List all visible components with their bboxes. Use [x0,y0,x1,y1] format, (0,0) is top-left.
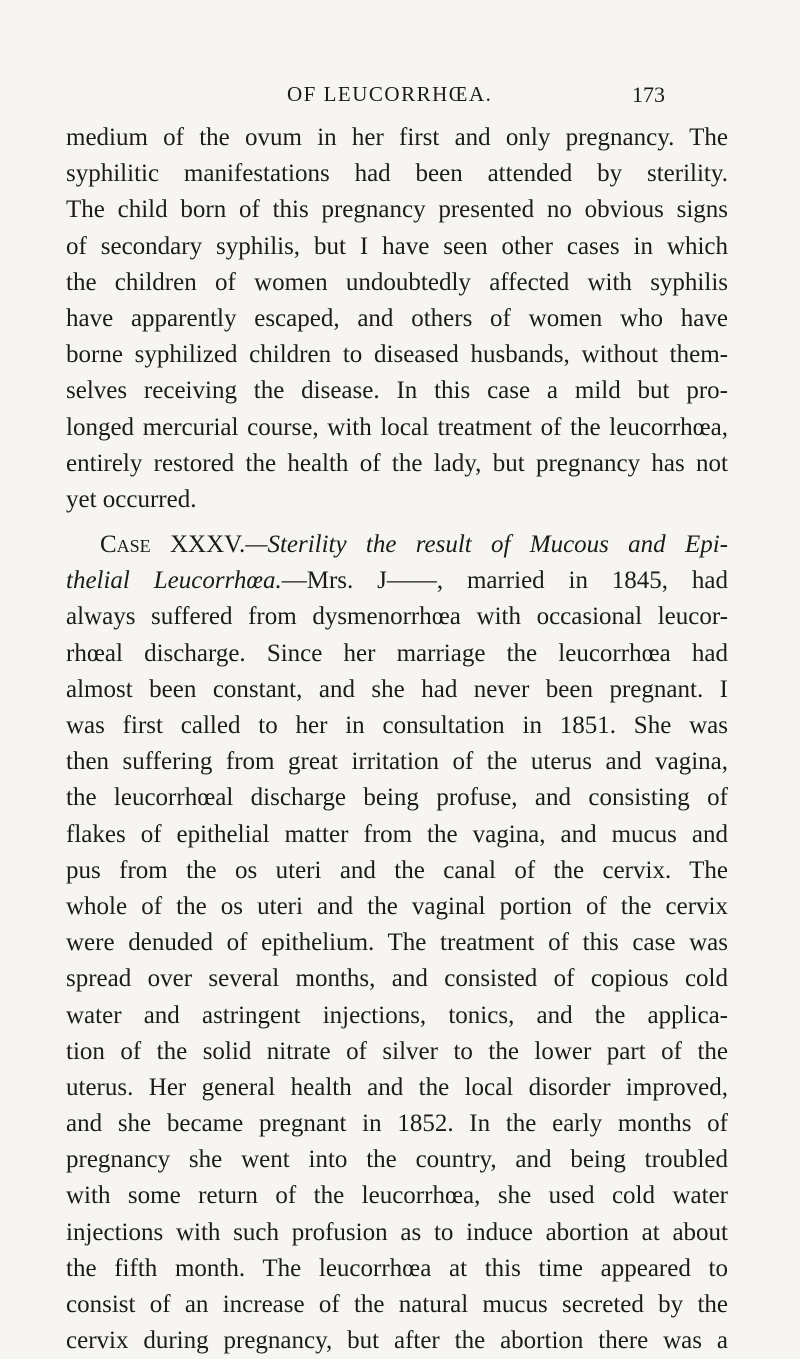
text-line: the children of women undoubtedly affected with syphilis [66,268,728,296]
text-line: yet occurred. [66,485,197,513]
text-line: then suffering from great irritation of the uterus and vagina, [66,748,728,776]
page-number: 173 [632,82,665,107]
case-title-part2: thelial Leucorrhœa. [66,567,282,595]
text-line: cervix during pregnancy, but after the abortion there was a [66,1327,728,1355]
text-line: always suffered from dysmenorrhœa with occasional leucor- [66,603,728,631]
text-line: The child born of this pregnancy presented no obvious signs [66,196,728,224]
case-intro: —Mrs. J——, married in 1845, had [281,567,728,595]
text-line: and she became pregnant in 1852. In the early months of [66,1110,728,1138]
text-line: water and astringent injections, tonics, and the applica- [66,1001,728,1029]
text-line: were denuded of epithelium. The treatment of this case was [66,929,728,957]
text-line: almost been constant, and she had never been pregnant. I [66,675,728,703]
text-line: syphilitic manifestations had been attended by sterility. [66,160,728,188]
text-line: pregnancy she went into the country, and being troubled [66,1146,728,1174]
text-line: injections with such profusion as to induce abortion at about [66,1218,728,1246]
text-line: entirely restored the health of the lady, but pregnancy has not [66,449,728,477]
text-line: have apparently escaped, and others of women who have [66,304,728,332]
text-line: consist of an increase of the natural mucus secreted by the [66,1291,728,1318]
text-line [66,563,728,599]
text-line: the fifth month. The leucorrhœa at this time appeared to [66,1254,728,1282]
text-line: was first called to her in consultation in 1851. She was [66,712,728,739]
text-line: flakes of epithelial matter from the vagina, and mucus and [66,820,728,848]
text-line: medium of the ovum in her first and only pregnancy. The [66,124,728,151]
text-line: with some return of the leucorrhœa, she used cold water [66,1182,728,1210]
case-title-part1: —Sterility the result of Mucous and Epi- [245,531,728,559]
running-title: OF LEUCORRHŒA. [287,82,493,106]
case-heading-line [66,527,728,563]
text-line: of secondary syphilis, but I have seen other cases in which [66,232,728,260]
text-line: whole of the os uteri and the vaginal portion of the cervix [66,892,728,920]
text-line: uterus. Her general health and the local disorder improved, [66,1073,728,1101]
text-line: tion of the solid nitrate of silver to the lower part of the [66,1037,728,1065]
text-line: the leucorrhœal discharge being profuse, and consisting of [66,784,728,812]
paragraph-continuation [66,120,728,518]
body-text [66,120,728,1359]
text-line: selves receiving the disease. In this case a mild but pro- [66,377,728,405]
case-label: Case XXXV. [100,531,246,559]
case-paragraph [66,527,728,1359]
running-head [0,82,800,112]
text-line: pus from the os uteri and the canal of the cervix. The [66,856,728,884]
text-line: spread over several months, and consisted of copious cold [66,965,728,993]
text-line: longed mercurial course, with local treatment of the leucorrhœa, [66,413,728,441]
text-line: borne syphilized children to diseased husbands, without them- [66,341,728,369]
text-line: rhœal discharge. Since her marriage the leucorrhœa had [66,639,728,667]
paragraph-gap [66,518,728,527]
